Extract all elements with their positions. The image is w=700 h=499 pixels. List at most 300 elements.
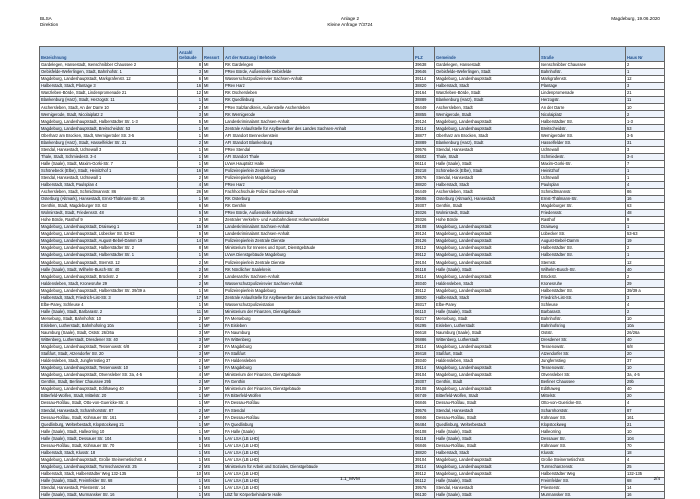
table-cell: Halberstadt, Stadt, Klusstr. 18 <box>40 449 178 456</box>
table-cell: 2 <box>178 104 203 111</box>
table-cell: 38889 <box>414 97 435 104</box>
table-cell: 39124 <box>414 118 435 125</box>
table-cell: Aschersleben, Stadt <box>435 188 540 195</box>
table-cell: 1 <box>178 195 203 202</box>
table-cell: MI <box>203 83 224 90</box>
table-cell: 39112 <box>414 245 435 252</box>
table-cell: Lübecker Str. <box>540 231 626 238</box>
table-row <box>40 139 665 146</box>
table-cell: 10 <box>626 365 665 372</box>
table-cell: Lindenpromenade <box>540 90 626 97</box>
column-header: Gemeinde <box>435 47 540 62</box>
table-cell: Landeskriminalamt Sachsen-Anhalt <box>224 224 414 231</box>
table-cell: FA Bitterfeld-Wolfen <box>224 393 414 400</box>
table-row <box>40 266 665 273</box>
table-cell: Tessenowstr. <box>540 343 626 350</box>
table-cell: 39112 <box>414 252 435 259</box>
table-cell: 39108 <box>414 224 435 231</box>
table-cell: 3 <box>178 111 203 118</box>
table-cell: 06846 <box>414 442 435 449</box>
table-cell: 10 <box>626 428 665 435</box>
table-cell: LVwA Hauptsitz Halle <box>224 160 414 167</box>
table-row <box>40 118 665 125</box>
table-cell: MI <box>203 209 224 216</box>
table-cell: FA Staßfurt <box>224 350 414 357</box>
table-cell: Gardelegen, Hansestadt <box>435 62 540 69</box>
table-cell: Markgrafenstr. <box>540 76 626 83</box>
table-cell: Otvensleber Str. <box>540 372 626 379</box>
table-cell: 06449 <box>414 104 435 111</box>
table-cell: Wittenberg, Lutherstadt <box>435 336 540 343</box>
table-cell: FA Dessau-Roßlau <box>224 400 414 407</box>
table-cell: LVwA Dienstgebäude Magdeburg <box>224 252 414 259</box>
table-cell: Ministerium für Inneres und Sport, Dienstgebäude <box>224 245 414 252</box>
table-cell: Brückstr. <box>540 273 626 280</box>
table-cell: Halberstädter Str. <box>540 252 626 259</box>
table-cell: Oberharz am Brocken, Stadt, Wernigeröder Str. 3-5 <box>40 132 178 139</box>
table-cell: Blankenburg (Harz), Stadt, Herzogstr. 11 <box>40 97 178 104</box>
column-header: Ressort <box>203 47 224 62</box>
table-cell: MI <box>203 153 224 160</box>
table-cell: Stendal, Hansestadt, Uchtewall 1 <box>40 174 178 181</box>
table-cell: MF <box>203 365 224 372</box>
table-cell: MF <box>203 322 224 329</box>
table-cell: Naumburg (Saale), Stadt, Oststr. 26/26a <box>40 329 178 336</box>
table-row <box>40 280 665 287</box>
table-cell: 1 <box>178 456 203 463</box>
table-row <box>40 372 665 379</box>
table-cell: 21 <box>626 421 665 428</box>
table-cell: Isenschnibber Chaussee <box>540 62 626 69</box>
table-cell: 26 <box>178 188 203 195</box>
table-cell: Halle (Saale), Stadt <box>435 435 540 442</box>
table-cell: Blankenburg (Harz), Stadt <box>435 97 540 104</box>
table-cell: Halle (Saale), Stadt <box>435 160 540 167</box>
table-cell: FA Magdeburg <box>224 343 414 350</box>
table-cell: 2 <box>178 463 203 470</box>
table-cell: Schmidtmannstr. <box>540 188 626 195</box>
table-cell: Aschersleben, Stadt <box>435 104 540 111</box>
table-cell: Elbe-Parey <box>435 301 540 308</box>
table-cell: Atzendorfer Str. <box>540 350 626 357</box>
table-cell: Magdeburg, Landeshauptstadt, Halberstädter Str. 2 <box>40 245 178 252</box>
table-cell: Wernigeröder Str. <box>540 132 626 139</box>
table-cell: Paulsplan <box>540 181 626 188</box>
table-cell: 06110 <box>414 308 435 315</box>
table-cell: Magdeburg, Landeshauptstadt <box>435 343 540 350</box>
table-cell: Halle (Saale), Stadt, Barbarastr. 2 <box>40 308 178 315</box>
table-cell: 1 <box>626 69 665 76</box>
table-cell: MS <box>203 456 224 463</box>
table-cell: MI <box>203 167 224 174</box>
table-cell: 25 <box>626 463 665 470</box>
table-cell: 39576 <box>414 146 435 153</box>
column-header: Haus Nr <box>626 47 665 62</box>
table-cell: Halberstadt, Stadt, Halberstädter Weg 132-135 <box>40 470 178 477</box>
table-cell: Wasserschutzpolizeirevier Sachsen-Anhalt <box>224 76 414 83</box>
table-cell: Ministerium der Finanzen, Dienstgebäude <box>224 372 414 379</box>
table-cell: Magdeburg, Landeshauptstadt <box>435 386 540 393</box>
table-row <box>40 174 665 181</box>
table-cell: AFI Standort Thale <box>224 153 414 160</box>
table-cell: MI <box>203 188 224 195</box>
table-cell: Magdeburg, Landeshauptstadt <box>435 273 540 280</box>
table-row <box>40 357 665 364</box>
table-cell: 104 <box>626 435 665 442</box>
table-cell: Oebisfelde-Weferlingen, Stadt, Bahnhofstr. 1 <box>40 69 178 76</box>
table-cell: 10a <box>626 322 665 329</box>
table-cell: 06112 <box>414 477 435 484</box>
table-cell: 06484 <box>414 421 435 428</box>
table-row <box>40 484 665 491</box>
table-cell: Magdeburg, Landeshauptstadt <box>435 259 540 266</box>
table-cell: 38820 <box>414 449 435 456</box>
table-cell: Jungfernstieg <box>540 357 626 364</box>
table-cell: Zentrale Anlaufstelle für Asylbewerber des Landes Sachsen-Anhalt <box>224 125 414 132</box>
table-cell: 3-4 <box>626 153 665 160</box>
table-header-row <box>40 47 665 62</box>
table-row <box>40 400 665 407</box>
table-cell: 4 <box>178 372 203 379</box>
table-cell: 40 <box>626 386 665 393</box>
table-cell: MI <box>203 160 224 167</box>
table-cell: 1 <box>626 252 665 259</box>
table-cell: Magdeburg, Landeshauptstadt, Turmschanzenstr. 25 <box>40 463 178 470</box>
table-cell: 39606 <box>414 195 435 202</box>
table-cell: 20 <box>626 350 665 357</box>
table-cell: 26/26a <box>626 329 665 336</box>
table-cell: Staßfurt, Stadt <box>435 350 540 357</box>
table-cell: Magdeburg, Landeshauptstadt, Lübecker Str. 53-63 <box>40 231 178 238</box>
table-cell: Halle (Saale), Stadt, Murmansker Str. 16 <box>40 491 178 498</box>
table-cell: Dessauer Str. <box>540 435 626 442</box>
table-row <box>40 202 665 209</box>
table-cell: 5 <box>178 118 203 125</box>
table-cell: Zentrale Anlaufstelle für Asylbewerber des Landes Sachsen-Anhalt <box>224 294 414 301</box>
table-cell: MI <box>203 97 224 104</box>
table-row <box>40 407 665 414</box>
table-cell: Magdeburg, Landeshauptstadt, Halberstädter Str. 1 <box>40 252 178 259</box>
table-cell: Magdeburg, Landeshauptstadt, Halberstädter Str. 1-3 <box>40 118 178 125</box>
table-cell: Herzogstr. <box>540 97 626 104</box>
table-cell: Aschersleben, Stadt, An der Darre 10 <box>40 104 178 111</box>
table-cell: 39114 <box>414 463 435 470</box>
table-cell: 06217 <box>414 315 435 322</box>
table-cell: 1 <box>178 491 203 498</box>
table-cell: Kühnauer Str. <box>540 414 626 421</box>
table-cell: 38820 <box>414 181 435 188</box>
table-cell: 2 <box>626 111 665 118</box>
table-cell: Nicolaiplatz <box>540 111 626 118</box>
table-cell: 39326 <box>414 209 435 216</box>
table-cell: Haldensleben, Stadt, Jungfernstieg 37 <box>40 357 178 364</box>
table-cell: Magdeburg, Landeshauptstadt <box>435 372 540 379</box>
table-cell: 1 <box>178 153 203 160</box>
table-cell: 38889 <box>414 139 435 146</box>
table-cell: MS <box>203 442 224 449</box>
table-cell: Dessau-Roßlau, Stadt, Kühnauer Str. 161 <box>40 414 178 421</box>
table-cell: 1 <box>178 442 203 449</box>
table-cell: Friedensstr. <box>540 209 626 216</box>
table-cell: Landesarchiv Sachsen-Anhalt <box>224 273 414 280</box>
table-cell: MI <box>203 294 224 301</box>
table-cell: Hasselfelder Str. <box>540 139 626 146</box>
table-cell: Quedlinburg, Welterbestadt <box>435 421 540 428</box>
table-cell: MI <box>203 308 224 315</box>
table-cell: Wasserschutzpolizeistation <box>224 301 414 308</box>
table-cell: Zentraler Verkehrs- und Autobahndienst Hohenwarsleben <box>224 217 414 224</box>
table-cell: 5 <box>178 231 203 238</box>
table-cell: Sternstr. <box>540 259 626 266</box>
table-cell: Halle (Saale), Stadt, Dessauer Str. 104 <box>40 435 178 442</box>
table-cell: Halberstadt, Stadt, Friedrich-List-Str. 3 <box>40 294 178 301</box>
table-cell: Schleuse <box>540 301 626 308</box>
table-cell: 18 <box>626 449 665 456</box>
table-cell: FA Quedlinburg <box>224 421 414 428</box>
table-cell: Dessau-Roßlau, Stadt, Otto-von-Guericke-Str. 4 <box>40 400 178 407</box>
table-cell: Magdeburg, Landeshauptstadt <box>435 125 540 132</box>
table-row <box>40 350 665 357</box>
table-cell: 3 <box>178 217 203 224</box>
table-cell: Kühnauer Str. <box>540 442 626 449</box>
table-cell: MS <box>203 491 224 498</box>
table-cell: 3 <box>178 69 203 76</box>
table-cell: 10 <box>626 104 665 111</box>
table-cell: 1 <box>178 421 203 428</box>
table-cell: 39576 <box>414 174 435 181</box>
table-cell: 2 <box>178 273 203 280</box>
table-cell: Heinitzhof <box>540 167 626 174</box>
table-cell: Magdeburg, Landeshauptstadt, August-Bebel-Damm 19 <box>40 238 178 245</box>
table-cell: 1 <box>178 132 203 139</box>
table-cell: 1 <box>626 174 665 181</box>
table-cell: Halberstadt, Stadt <box>435 181 540 188</box>
table-cell: 53-63 <box>626 231 665 238</box>
table-cell: AFI Standort Benneckenstein <box>224 132 414 139</box>
table-cell: 5 <box>178 209 203 216</box>
table-cell: 39114 <box>414 273 435 280</box>
table-cell: Landeskriminalamt Sachsen-Anhalt <box>224 118 414 125</box>
table-cell: MI <box>203 195 224 202</box>
table-cell: Magdeburg, Landeshauptstadt <box>435 231 540 238</box>
table-cell: PRev Börde, Außenstelle Oebisfelde <box>224 69 414 76</box>
table-cell: 16 <box>626 491 665 498</box>
table-cell: Eisleben, Lutherstadt, Bahnhofsring 10a <box>40 322 178 329</box>
table-cell: MF <box>203 379 224 386</box>
table-cell: Stendal, Hansestadt <box>435 146 540 153</box>
header-date: Magdeburg, 19.06.2020 <box>611 16 660 21</box>
table-cell: Magdeburg, Landeshauptstadt, Große Steinernetischstr. 4 <box>40 456 178 463</box>
table-cell: 53 <box>626 125 665 132</box>
table-cell: Klusstr. <box>540 449 626 456</box>
table-cell: MF <box>203 336 224 343</box>
table-cell: 12 <box>178 90 203 97</box>
table-cell: 3 <box>178 350 203 357</box>
table-row <box>40 442 665 449</box>
table-cell: MI <box>203 259 224 266</box>
table-row <box>40 181 665 188</box>
table-cell: MI <box>203 104 224 111</box>
table-cell: FA Halle (Saale) <box>224 428 414 435</box>
table-cell: Wasserschutzpolizeirevier Sachsen-Anhalt <box>224 280 414 287</box>
table-cell: 86 <box>626 188 665 195</box>
table-row <box>40 83 665 90</box>
table-cell: 39326 <box>414 217 435 224</box>
table-cell: 39307 <box>414 379 435 386</box>
table-cell: Magdeburg, Landeshauptstadt <box>435 287 540 294</box>
table-row <box>40 188 665 195</box>
table-cell: Wolmirstedt, Stadt, Friedensstr. 48 <box>40 209 178 216</box>
table-row <box>40 329 665 336</box>
table-cell: 3 <box>626 146 665 153</box>
table-cell: Blankenburg (Harz), Stadt, Hasselfelder Str. 31 <box>40 139 178 146</box>
table-cell: MI <box>203 252 224 259</box>
table-cell: Landeskriminalamt Sachsen-Anhalt <box>224 231 414 238</box>
table-cell: Halberstadt, Stadt, Paulsplan 4 <box>40 181 178 188</box>
table-cell: 9 <box>626 217 665 224</box>
table-cell: Wernigerode, Stadt <box>435 111 540 118</box>
table-cell: 4 <box>626 181 665 188</box>
table-row <box>40 365 665 372</box>
table-cell: MI <box>203 231 224 238</box>
table-cell: FA Stendal <box>224 407 414 414</box>
header-inquiry: Kleine Anfrage 7/3724 <box>327 21 373 27</box>
table-row <box>40 273 665 280</box>
table-cell: Ministerium der Finanzen, Dienstgebäude <box>224 386 414 393</box>
table-cell: 39218 <box>414 167 435 174</box>
table-cell: Wanzleben-Börde, Stadt, Lindenpromenade 21 <box>40 90 178 97</box>
table-cell: MI <box>203 125 224 132</box>
table-cell: 06114 <box>414 160 435 167</box>
table-cell: 2 <box>178 259 203 266</box>
table-cell: Draisweg <box>540 224 626 231</box>
table-cell: 20 <box>626 393 665 400</box>
table-cell: MI <box>203 118 224 125</box>
table-cell: PRev Salzlandkreis, Außenstelle Aschersleben <box>224 104 414 111</box>
table-cell: MF <box>203 329 224 336</box>
table-cell: Wilhelm-Busch-Str. <box>540 266 626 273</box>
table-cell: 16 <box>626 195 665 202</box>
table-cell: 39114 <box>414 343 435 350</box>
table-cell: 11 <box>178 308 203 315</box>
table-cell: MS <box>203 484 224 491</box>
table-cell: MS <box>203 435 224 442</box>
table-cell: 06118 <box>414 266 435 273</box>
table-cell: Staßfurt, Stadt, Atzendorfer Str. 20 <box>40 350 178 357</box>
table-row <box>40 463 665 470</box>
table-cell: FA Dessau-Roßlau <box>224 414 414 421</box>
table-cell: Polizeirepierlein Zentrale Dienste <box>224 167 414 174</box>
column-header: PLZ <box>414 47 435 62</box>
table-cell: MI <box>203 69 224 76</box>
table-row <box>40 76 665 83</box>
table-cell: 29 <box>626 280 665 287</box>
table-cell: MI <box>203 76 224 83</box>
table-cell: Hohe Börde <box>435 217 540 224</box>
table-row <box>40 379 665 386</box>
table-cell: 8 <box>178 245 203 252</box>
table-cell: 06295 <box>414 322 435 329</box>
table-cell: Murmansker Str. <box>540 491 626 498</box>
table-cell: RK Osterburg <box>224 195 414 202</box>
table-cell: Tessenowstr. <box>540 365 626 372</box>
table-cell: 06502 <box>414 153 435 160</box>
column-header: Art der Nutzung / Behörde <box>224 47 414 62</box>
table-cell: FA Magdeburg <box>224 365 414 372</box>
table-row <box>40 315 665 322</box>
table-cell: 1 <box>178 252 203 259</box>
table-cell: Schönebeck (Elbe), Stadt <box>435 167 540 174</box>
table-cell: 16 <box>178 83 203 90</box>
table-cell: 2 <box>178 343 203 350</box>
page-number: 2/4 <box>653 476 660 481</box>
buildings-table <box>39 46 665 499</box>
table-cell: Stendal, Hansestadt, Uchtewall 3 <box>40 146 178 153</box>
column-header: Anzahl Gebäude <box>178 47 203 62</box>
table-row <box>40 209 665 216</box>
table-cell: 6 <box>178 76 203 83</box>
header-dept: Direktion <box>40 21 59 27</box>
table-cell: Große Steinernetischstr. <box>540 456 626 463</box>
table-cell: 2 <box>178 266 203 273</box>
table-cell: Elbe-Parey, Schleuse 4 <box>40 301 178 308</box>
table-row <box>40 245 665 252</box>
table-row <box>40 231 665 238</box>
table-cell: 15 <box>178 224 203 231</box>
table-cell: 40 <box>626 336 665 343</box>
table-cell: FA Genthin <box>224 379 414 386</box>
table-cell: 39317 <box>414 301 435 308</box>
table-row <box>40 294 665 301</box>
table-cell: RK Nördlicher Saalekreis <box>224 266 414 273</box>
table-cell: Magdeburg, Landeshauptstadt, Halberstädter Str. 39/39 a <box>40 287 178 294</box>
table-cell: 39/39 a <box>626 287 665 294</box>
table-row <box>40 195 665 202</box>
table-cell: Bitterfeld-Wolfen, Stadt <box>435 393 540 400</box>
table-cell: 06449 <box>414 188 435 195</box>
table-cell: Thale, Stadt, Schmiedestr. 3-4 <box>40 153 178 160</box>
table-cell: 2 <box>178 174 203 181</box>
table-cell: 06749 <box>414 393 435 400</box>
table-cell: PRev Harz <box>224 83 414 90</box>
table-row <box>40 160 665 167</box>
table-cell: MI <box>203 224 224 231</box>
table-cell: LAV LSA (LB LHD) <box>224 484 414 491</box>
table-cell: PRev Börde, Außenstelle Wolmirstedt <box>224 209 414 216</box>
table-cell: Scharnhorststr. <box>540 407 626 414</box>
table-cell: MF <box>203 421 224 428</box>
table-cell: MI <box>203 266 224 273</box>
table-cell: 39112 <box>414 287 435 294</box>
table-cell: 6 <box>178 202 203 209</box>
table-cell: Polizeirepierlein Zentrale Dienste <box>224 259 414 266</box>
table-cell: FA Naumburg <box>224 329 414 336</box>
table-cell: 1 <box>178 322 203 329</box>
table-cell: 10 <box>626 315 665 322</box>
table-cell: 38820 <box>414 294 435 301</box>
table-cell: Magdeburg, Landeshauptstadt, Breitscheidstr. 53 <box>40 125 178 132</box>
table-cell: 2 <box>626 62 665 69</box>
table-cell: 1 <box>626 224 665 231</box>
table-row <box>40 111 665 118</box>
table-cell: MS <box>203 449 224 456</box>
table-cell: Magdeburg, Landeshauptstadt <box>435 245 540 252</box>
footer-label: 1.1_MVM <box>340 476 360 481</box>
table-row <box>40 125 665 132</box>
table-cell: Polizeirepierlein Magdeburg <box>224 287 414 294</box>
table-cell: Magdeburg, Landeshauptstadt, Edithaweg 40 <box>40 386 178 393</box>
table-cell: RK Gardelegen <box>224 62 414 69</box>
